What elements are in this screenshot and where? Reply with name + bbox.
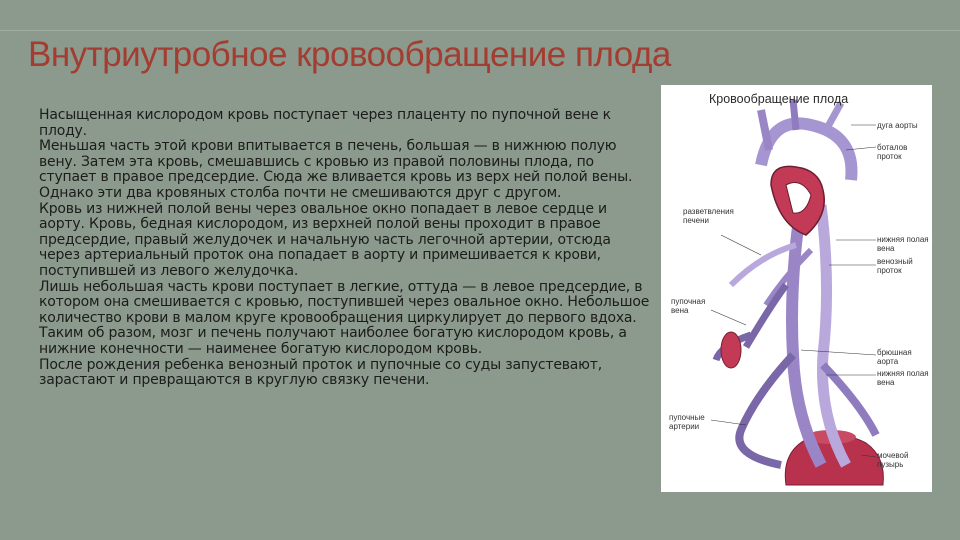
label-bladder: мочевой пузырь: [877, 451, 909, 469]
umbilical-artery-left: [739, 355, 793, 465]
figure-title: Кровообращение плода: [709, 92, 849, 106]
slide-body: [39, 108, 651, 389]
pointer-line: [721, 235, 761, 255]
label-liver-branches: разветвления печени: [683, 207, 734, 225]
paragraph: После рождения ребенка венозный проток и пупочные со суды запустевают, зарастают и превращаются в круглую связку печени.: [39, 356, 602, 389]
aorta-vessel: [792, 205, 821, 465]
paragraph: Лишь небольшая часть крови поступает в легкие, оттуда — в левое предсердие, в котором она смешивается с кровью, поступившей через овальное окно. Небольшое количество крови в малом круге кровообращения циркулирует до первого вдоха.: [39, 278, 650, 326]
top-divider: [0, 30, 960, 31]
paragraph: Таким об разом, мозг и печень получают наиболее богатую кислородом кровь, а нижние конечности — наименее богатую кислородом кровь.: [39, 325, 627, 357]
pointer-line: [711, 310, 746, 325]
paragraph: Меньшая часть этой крови впитывается в печень, большая — в нижнюю полую вену. Затем эта кровь, смешавшись с кровью из правой половины плода, по ступает в правое предсердие. Сюда же вливается кровь из верх ней полой вены. Однако эти два кровяных столба почти не смешиваются друг с другом.: [39, 138, 633, 201]
vena-cava-vessel: [821, 205, 846, 465]
label-ivc-lower: нижняя полая вена: [877, 369, 929, 387]
paragraph: Насыщенная кислородом кровь поступает через плаценту по пупочной вене к плоду.: [39, 107, 611, 139]
pointer-line: [801, 350, 876, 355]
neck-vessel-right: [826, 103, 841, 130]
label-botallo-duct: боталов проток: [877, 143, 908, 161]
label-umbilical-arteries: пупочные артерии: [669, 413, 705, 431]
label-venous-duct: венозный проток: [877, 257, 913, 275]
label-aortic-arch: дуга аорты: [877, 121, 918, 130]
label-ivc-upper: нижняя полая вена: [877, 235, 929, 253]
paragraph: Кровь из нижней полой вены через овальное окно попадает в левое сердце и аорту. Кровь, бедная кислородом, из верхней полой вены проходит в правое предсердие, правый желудочек и начальную часть легочной артерии, отсюда через артериальный проток она попадает в аорту и примешивается к крови, поступившей из левого желудочка.: [39, 200, 611, 279]
slide-title: Внутриутробное кровообращение плода: [28, 35, 671, 74]
umbilical-ring: [721, 332, 741, 368]
label-abdominal-aorta: брюшная аорта: [877, 348, 912, 366]
label-umbilical-vein: пупочная вена: [671, 297, 706, 315]
fetal-circulation-figure: [661, 85, 932, 492]
